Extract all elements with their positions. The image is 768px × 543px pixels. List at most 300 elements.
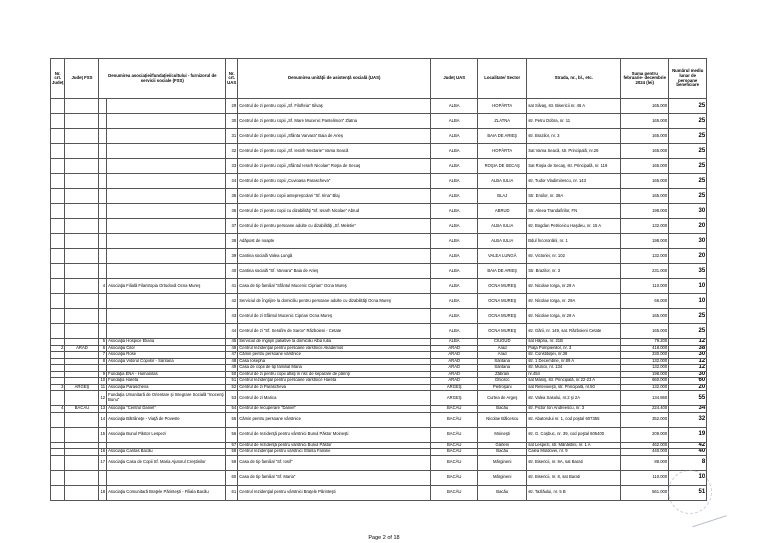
cell-asociatie-name: Asociaţia Bunul Păstor Lespezi [107,427,226,442]
cell-strada: nr.454 [527,371,621,378]
cell-suma: 88.000 [621,455,669,470]
cell-unitate-nr: 44 [226,324,238,339]
cell-judet-uas: ALBA [431,294,478,309]
cell-asociatie-nr: 15 [99,427,107,442]
cell-judet-fss [65,144,99,159]
table-row [51,114,707,129]
official-stamp [668,470,712,514]
cell-judet-fss [65,324,99,339]
cell-judet-uas: ALBA [431,309,478,324]
cell-asociatie-name [107,114,226,129]
cell-asociatie-name: Fundaţia Hareta [107,378,226,385]
cell-unitate-name: Casa de tip familial “Sfântul Mucenic Ciprian” Ocna Mureş [238,279,431,294]
cell-localitate: BLAJ [478,189,527,204]
cell-unitate-name: Cămin pentru persoane vârstnice [238,352,431,359]
cell-asociatie-nr: 13 [100,405,106,411]
cell-strada: str. Gării, nr. 149, sat. Războieni Cetate [527,324,621,339]
table-row [51,427,707,442]
cell-strada: Piaţa Pompieriilor, nr. 3 [527,345,621,352]
cell-numar-beneficiari: 60 [669,378,707,385]
cell-judet-fss [65,485,99,500]
cell-unitate-name: Centrul de zi pentru persoane adulte cu dizabilităţi „Sf. Meletie” [238,219,431,234]
cell-strada: Str. Aleea Trandafirilor, FN [527,204,621,219]
col-strada: Strada, nr., bl., etc. [527,59,621,99]
cell-unitate-name: Centrul de zi Sfântul Mucenic Ciprian Ocna Mureş [238,309,431,324]
cell-localitate: BAIA DE ARIEŞ [478,129,527,144]
cell-judet-nr [51,412,65,427]
cell-numar-beneficiari: 25 [669,324,707,339]
cell-numar-beneficiari: 30 [669,204,707,219]
table-row [51,470,707,485]
cell-strada: str. Bisericii, nr. 8, sat Barati [527,470,621,485]
table-row [51,174,707,189]
cell-localitate: Arad [478,345,527,352]
cell-unitate-name: Serviciul de îngrijire la domiciliu pentru persoane adulte cu dizabilităţi Ocna Mureş [238,294,431,309]
cell-judet-nr [51,279,65,294]
cell-unitate-nr: 51 [226,378,238,385]
cell-judet-nr [51,189,65,204]
cell-judet-fss [65,309,99,324]
cell-asociatie-nr [99,174,107,189]
cell-judet-fss [65,129,99,144]
cell-localitate: ALBA IULIA [478,174,527,189]
cell-unitate-name: Centrul de zi pentru copii „Sfânta Varvara” Baia de Arieş [238,129,431,144]
cell-unitate-nr: 40 [226,264,238,279]
cell-judet-uas: ARGEŞ [431,384,478,391]
cell-unitate-name: Centrul rezidenţial pentru vârstnici Sfânta Familie [238,449,431,456]
table-row [51,99,707,114]
cell-strada: str. Nicolae Iorga, nr.29 A [527,309,621,324]
col-nr-crt-uas: Nr. crt. UAS [226,59,238,99]
cell-asociatie-nr: 8 [99,358,107,365]
cell-judet-uas: ARAD [431,358,478,365]
cell-numar-beneficiari: 42 [669,442,707,449]
cell-strada: str. Nicolae Iorga, nr. 29A [527,294,621,309]
cell-suma: 134.860 [621,391,669,406]
cell-asociatie-nr: 7 [99,352,107,359]
cell-unitate-nr: 39 [226,249,238,264]
cell-numar-beneficiari: 30 [669,371,707,378]
cell-localitate: Sântana [478,365,527,372]
cell-unitate-nr: 45 [226,339,238,346]
cell-asociatie-nr: 16 [100,448,106,454]
cell-strada: str. Tudor Vladimirescu, nr. 143 [527,174,621,189]
document-sheet [50,58,707,501]
cell-numar-beneficiari: 25 [669,159,707,174]
cell-asociatie-name [107,174,226,189]
cell-numar-beneficiari: 25 [669,189,707,204]
cell-strada: str. Brazilor, nr. 3 [527,129,621,144]
cell-asociatie-nr [99,219,107,234]
cell-asociatie-nr [99,204,107,219]
cell-judet-uas: ALBA [431,234,478,249]
cell-asociatie-nr: 12 [99,391,107,406]
table-row [51,129,707,144]
col-judet-uas: Judeţ UAS [431,59,478,99]
cell-unitate-nr: 50 [226,371,238,378]
cell-localitate: Nicolae Bălcescu [478,412,527,427]
cell-judet-fss [65,189,99,204]
cell-asociatie-nr [99,144,107,159]
cell-numar-beneficiari: 25 [669,129,707,144]
cell-judet-fss [65,249,99,264]
cell-asociatie-name [107,219,226,234]
cell-strada: sat Lespezi, str. Mănăstirii, nr. 1 A [527,442,621,449]
cell-asociatie-name: Asociaţia Comunitară Braţele Părinteşti - Filiala Bacău [107,485,226,500]
cell-judet-uas: ARAD [431,345,478,352]
cell-judet-nr [51,204,65,219]
cell-asociatie-name [107,129,226,144]
cell-strada: Sat Vama Seacă, str. Principală, nr.28 [527,144,621,159]
cell-unitate-nr: 32 [226,144,238,159]
cell-judet-uas: BACĂU [431,485,478,500]
cell-strada: Calea Moldovei, nr. 9 [527,449,621,456]
cell-asociatie-name [107,234,226,249]
cell-strada: str. Nicolae Iorga, nr.29 A [527,279,621,294]
col-nr-crt-judet: Nr. crt. Judeţ [51,59,65,99]
cell-strada: str. Bogdan Petriceicu Haşdeu, nr. 15 A [527,219,621,234]
cell-judet-uas: ARAD [431,378,478,385]
cell-judet-uas: ALBA [431,129,478,144]
cell-unitate-nr: 31 [226,129,238,144]
cell-judet-nr [51,129,65,144]
cell-asociatie-name: Asociaţia Casa de Copii Sf. Maria Ajutorul Creştinilor [107,455,226,470]
cell-unitate-nr: 29 [226,99,238,114]
cell-judet-uas: ALBA [431,189,478,204]
cell-asociatie-nr: 14 [99,412,107,427]
cell-unitate-name: Centrul de zi pentru copii „Sf. Ierarh Nectarie” Vama Seacă [238,144,431,159]
cell-strada: str. Tazlăului, nr. 5 B [527,485,621,500]
cell-asociatie-name: Fundaţia ENA - Humanitas [107,371,226,378]
cell-judet-uas: ALBA [431,144,478,159]
cell-unitate-name: Adăpost de noapte [238,234,431,249]
cell-unitate-name: Centrul de zi pentru copii antepreşcolari “Sf. Irina” Blaj [238,189,431,204]
cell-judet-fss [65,219,99,234]
col-denumire-unitate: Denumirea unităţii de asistenţă socială (UAS) [238,59,431,99]
table-row [51,219,707,234]
cell-suma: 79.200 [621,339,669,346]
cell-judet-uas: ARAD [431,365,478,372]
cell-unitate-nr: 52 [226,384,238,391]
cell-judet-uas: ALBA [431,204,478,219]
cell-strada: Sat Roşia de Secaş, str. Principală, nr. 119 [527,159,621,174]
cell-numar-beneficiari: 25 [669,114,707,129]
cell-localitate: Sântana [478,358,527,365]
cell-judet-fss: ARAD [65,345,99,352]
cell-unitate-nr: 30 [226,114,238,129]
cell-localitate: OCNA MUREŞ [478,309,527,324]
col-judet-fss: Judeţ FSS [65,59,99,99]
cell-judet-uas: ARGEŞ [431,391,478,406]
cell-numar-beneficiari: 25 [669,99,707,114]
cell-suma: 165.000 [621,189,669,204]
cell-numar-beneficiari: 10 [669,294,707,309]
cell-judet-nr: 4 [51,406,65,413]
cell-numar-beneficiari: 25 [669,174,707,189]
cell-localitate: ALBA IULIA [478,234,527,249]
cell-asociatie-nr [99,294,107,309]
cell-strada: str. Victoriei, nr. 102 [527,249,621,264]
cell-unitate-name: Centrul de zi pentru copii „Cuvioasa Parascheva” [238,174,431,189]
cell-strada: str. Petru Dobra, nr. 11 [527,114,621,129]
cell-asociatie-nr: 9 [99,371,107,378]
cell-unitate-name: Centrul de zi pentru copii aflaţi în risc de separare de părinţi [238,371,431,378]
cell-suma: 132.000 [621,365,669,372]
beneficiaries-table [50,58,707,501]
cell-unitate-name: Centrul de zi Parascheva [238,384,431,391]
cell-numar-beneficiari: 25 [669,309,707,324]
cell-strada: str. Muncii, nr. 134 [527,365,621,372]
table-row [51,189,707,204]
cell-localitate: ALBA IULIA [478,219,527,234]
cell-asociatie-name: Asociaţia Cilor [107,345,226,352]
cell-asociatie-name: Asociaţia “Centrul Daniel” [107,406,226,413]
cell-localitate: Bacău [478,449,527,456]
cell-judet-fss [65,174,99,189]
table-row [51,249,707,264]
cell-judet-uas: ALBA [431,174,478,189]
cell-suma: 224.400 [621,406,669,413]
table-row [51,455,707,470]
cell-suma: 165.000 [621,174,669,189]
cell-unitate-name: Centrul de zi Marica [238,391,431,406]
cell-unitate-name: Casa de tip familial “Sf. Maria” [238,470,431,485]
cell-asociatie-nr [99,264,107,279]
cell-judet-nr [51,294,65,309]
cell-judet-nr [51,249,65,264]
cell-asociatie-nr: 18 [99,485,107,500]
table-row [51,144,707,159]
cell-asociatie-name [107,99,226,114]
cell-suma: 418.000 [621,345,669,352]
cell-asociatie-nr [99,470,107,485]
cell-localitate: OCNA MUREŞ [478,279,527,294]
cell-unitate-name: Centrul rezidenţial pentru vârstnici Braţele Părinteşti [238,485,431,500]
cell-asociatie-name [107,204,226,219]
page-footer: Page 2 of 18 [368,535,400,541]
cell-strada: Str. Brazilor, nr. 3 [527,264,621,279]
cell-numar-beneficiari: 35 [669,264,707,279]
cell-strada: str. Pictor Ion Andreescu, nr. 3 [527,406,621,413]
cell-localitate: Curtea de Argeş [478,391,527,406]
cell-asociatie-nr [99,249,107,264]
cell-judet-fss [65,470,99,485]
cell-suma: 132.000 [621,358,669,365]
cell-numar-beneficiari: 32 [669,412,707,427]
cell-strada: sat Retevoieşti, str. Principală, nr.50 [527,384,621,391]
cell-asociatie-name [107,249,226,264]
cell-numar-beneficiari: 20 [669,219,707,234]
col-suma: Suma pentru februarie- decembrie 2024 (lei) [621,59,669,99]
cell-judet-nr [51,427,65,442]
cell-asociatie-name [107,144,226,159]
cell-suma: 231.000 [621,264,669,279]
cell-judet-uas: ALBA [431,219,478,234]
cell-judet-nr [51,144,65,159]
cell-asociatie-nr [99,99,107,114]
cell-judet-nr [51,470,65,485]
cell-judet-uas: ARAD [431,352,478,359]
cell-judet-nr: 2 [51,345,65,352]
cell-unitate-name: Centrul de zi “Sf. Serafim de Sarov” Războieni - Cetate [238,324,431,339]
cell-asociatie-name [107,309,226,324]
cell-asociatie-name [107,189,226,204]
cell-judet-uas: ALBA [431,324,478,339]
cell-judet-fss [65,391,99,406]
cell-numar-beneficiari: 20 [669,249,707,264]
cell-judet-nr [51,159,65,174]
cell-localitate: Moineşti [478,427,527,442]
cell-asociatie-nr [99,189,107,204]
cell-suma: 198.000 [621,234,669,249]
cell-suma: 440.000 [621,449,669,456]
cell-judet-nr [51,391,65,406]
cell-numar-beneficiari: 10 [669,470,707,485]
cell-judet-uas: ALBA [431,279,478,294]
cell-asociatie-name [107,324,226,339]
cell-judet-uas: ALBA [431,249,478,264]
cell-judet-fss [65,159,99,174]
cell-judet-uas: ALBA [431,159,478,174]
cell-localitate: OCNA MUREŞ [478,294,527,309]
cell-unitate-name: Centrul de rezidenţă pentru vârstnici Bunul Păstor [238,442,431,449]
cell-unitate-nr: 38 [226,234,238,249]
cell-judet-nr [51,455,65,470]
cell-judet-fss [65,427,99,442]
cell-asociatie-nr: 6 [99,345,107,352]
cell-unitate-nr: 59 [226,455,238,470]
table-row [51,159,707,174]
cell-unitate-name: Casa de tip familial “Sf. Iosif” [238,455,431,470]
cell-strada: str. Valea Sasului, nr.2 şi 2A [527,391,621,406]
cell-unitate-name: Cămin pentru persoane vârstnice [238,412,431,427]
cell-judet-fss [65,264,99,279]
cell-suma: 462.000 [621,442,669,449]
cell-judet-uas: BACĂU [431,449,478,456]
cell-judet-nr [51,234,65,249]
cell-unitate-nr: 42 [226,294,238,309]
cell-numar-beneficiari: 20 [669,384,707,391]
col-localitate: Localitate/ Sector [478,59,527,99]
cell-localitate: Pietroşani [478,384,527,391]
cell-strada: Str. Eroilor, nr. 36A [527,189,621,204]
table-row [51,391,707,406]
cell-suma: 132.000 [621,219,669,234]
cell-numar-beneficiari: 40 [669,449,707,456]
table-row [51,324,707,339]
cell-unitate-nr: 46 [226,345,238,352]
cell-unitate-name: Centrul de zi pentru copii cu dizabilităţi “Sf. Ierarh Nicolae” Abrud [238,204,431,219]
cell-suma: 330.000 [621,352,669,359]
cell-judet-fss [65,114,99,129]
cell-suma: 209.000 [621,427,669,442]
cell-localitate: Bacău [478,485,527,500]
cell-unitate-nr: 56 [226,427,238,442]
cell-judet-fss [65,412,99,427]
cell-asociatie-name: Asociaţia Bătrâneţe - Viaţă de Poveste [107,412,226,427]
cell-strada: sat Mâniş, str. Principală, nr.22-23 A [527,378,621,385]
cell-asociatie-name [107,470,226,485]
cell-asociatie-nr: 10 [100,377,106,383]
cell-asociatie-name [107,159,226,174]
cell-unitate-name: Casa Iosepha [238,358,431,365]
cell-numar-beneficiari: 30 [669,234,707,249]
cell-asociatie-name: Asociaţia Caritas Bacău [107,449,226,456]
cell-asociatie-name: Asociaţia Hospice Eliana [107,339,226,346]
cell-judet-fss [65,204,99,219]
cell-unitate-nr: 34 [226,174,238,189]
cell-strada: str. Constituţiei, nr.38 [527,352,621,359]
cell-localitate: VALEA LUNGĂ [478,249,527,264]
cell-judet-fss [65,234,99,249]
cell-numar-beneficiari: 30 [669,352,707,359]
cell-asociatie-nr: 5 [99,339,107,346]
cell-unitate-name: Centrul rezidenţial pentru persoane vârstnice Hareta [238,378,431,385]
cell-localitate: HOPÂRTA [478,99,527,114]
table-row [51,279,707,294]
cell-judet-uas: BACĂU [431,412,478,427]
cell-asociatie-nr [99,114,107,129]
cell-asociatie-nr [99,309,107,324]
cell-judet-nr [51,174,65,189]
cell-judet-fss: BACĂU [65,406,99,413]
col-numar-mediu: Numărul mediu lunar de persoane beneficiare [669,59,707,99]
cell-judet-nr [51,99,65,114]
cell-asociatie-nr [99,129,107,144]
cell-localitate: ABRUD [478,204,527,219]
cell-unitate-name: Centrul de zi pentru copii „Sfântul Ierarh Nicolae” Roşia de Secaş [238,159,431,174]
cell-unitate-nr: 57 [226,442,238,449]
cell-suma: 66.000 [621,294,669,309]
cell-numar-beneficiari: 25 [669,144,707,159]
cell-unitate-name: Centrul de recuperare “Daniel” [238,406,431,413]
cell-suma: 198.000 [621,371,669,378]
cell-localitate: CIUGUD [478,339,527,346]
table-body [51,99,707,501]
cell-judet-nr [51,219,65,234]
cell-asociatie-nr [99,324,107,339]
cell-localitate: Ghioroc [478,378,527,385]
cell-asociatie-nr: 17 [99,455,107,470]
cell-localitate: Bacău [478,406,527,413]
cell-judet-uas: ALBA [431,99,478,114]
cell-numar-beneficiari: 51 [669,485,707,500]
cell-localitate: Zăbrani [478,371,527,378]
cell-numar-beneficiari: 8 [669,455,707,470]
cell-judet-uas: BACĂU [431,442,478,449]
cell-suma: 165.000 [621,159,669,174]
cell-suma: 165.000 [621,129,669,144]
cell-strada: str. 1 Decembrie, nr.89 A [527,358,621,365]
cell-numar-beneficiari: 10 [669,279,707,294]
cell-asociatie-name: Asociaţia Viitorul Copiilor - Sântana [107,358,226,365]
cell-numar-beneficiari: 12 [669,358,707,365]
cell-localitate: Arad [478,352,527,359]
cell-judet-nr [51,324,65,339]
cell-unitate-nr: 47 [226,352,238,359]
cell-localitate: OCNA MUREŞ [478,324,527,339]
cell-suma: 165.000 [621,99,669,114]
cell-suma: 110.000 [621,279,669,294]
cell-unitate-name: Centrul de rezidenţă pentru vârstnici Bunul Păstor Moineşti [238,427,431,442]
cell-strada: str. Bisericii, nr. 8A, sat Barati [527,455,621,470]
cell-judet-nr [51,114,65,129]
cell-suma: 198.000 [621,204,669,219]
cell-asociatie-name: Asociaţia Filială Filantropia Ortodoxă Ocna Mureş [107,279,226,294]
cell-suma: 165.000 [621,144,669,159]
cell-unitate-name: Serviciul de îngrijiri paliative la domiciliu Alba Iulia [238,339,431,346]
cell-unitate-name: Centrul rezidenţial pentru persoane vârstnice Akademos [238,345,431,352]
